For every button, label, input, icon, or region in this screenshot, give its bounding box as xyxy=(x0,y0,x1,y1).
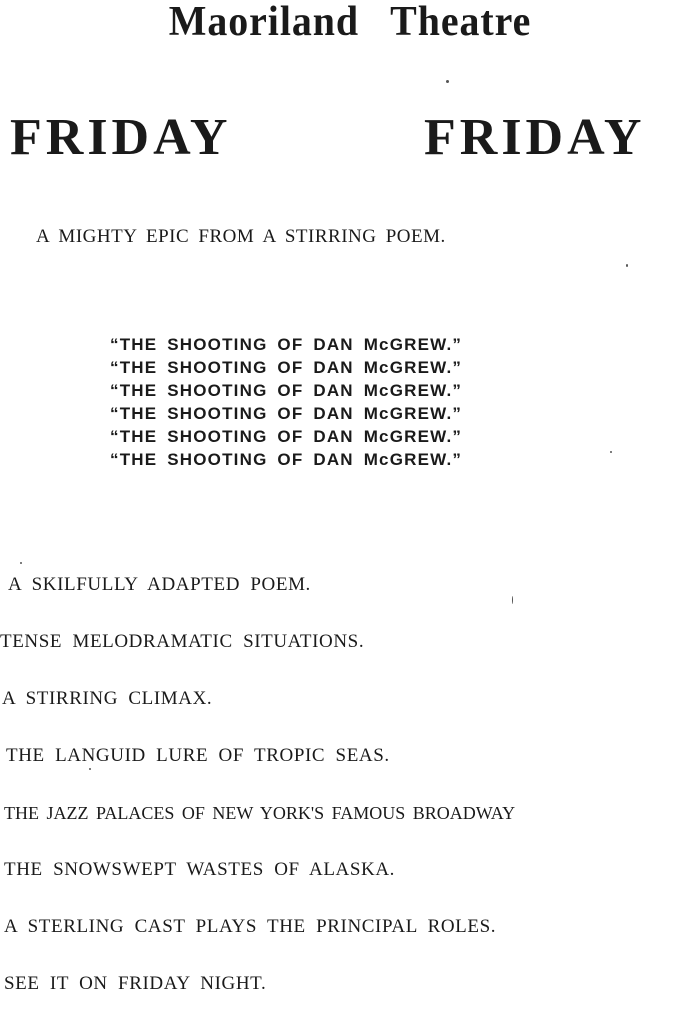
feature-list xyxy=(0,574,515,1030)
feature-line: THE SNOWSWEPT WASTES OF ALASKA. xyxy=(4,859,396,880)
film-title-line: “THE SHOOTING OF DAN McGREW.” xyxy=(110,450,463,469)
feature-line: TENSE MELODRAMATIC SITUATIONS. xyxy=(0,631,365,652)
film-title-line: “THE SHOOTING OF DAN McGREW.” xyxy=(110,335,463,354)
film-title-line: “THE SHOOTING OF DAN McGREW.” xyxy=(110,358,463,377)
feature-line: A STERLING CAST PLAYS THE PRINCIPAL ROLES. xyxy=(4,916,497,937)
film-title-line: “THE SHOOTING OF DAN McGREW.” xyxy=(110,427,463,446)
tagline: A MIGHTY EPIC FROM A STIRRING POEM. xyxy=(36,226,446,247)
day-heading-left: FRIDAY xyxy=(10,109,232,166)
print-speck xyxy=(20,562,22,564)
film-title-line: “THE SHOOTING OF DAN McGREW.” xyxy=(110,381,463,400)
print-speck xyxy=(446,80,449,83)
print-speck xyxy=(512,596,513,604)
feature-line: A STIRRING CLIMAX. xyxy=(2,688,213,709)
film-title-line: “THE SHOOTING OF DAN McGREW.” xyxy=(110,404,463,423)
feature-line: THE JAZZ PALACES OF NEW YORK'S FAMOUS BROADWAY xyxy=(4,803,516,823)
feature-line: SEE IT ON FRIDAY NIGHT. xyxy=(4,973,267,994)
print-speck xyxy=(626,264,628,267)
theatre-name: Maoriland Theatre xyxy=(168,0,532,45)
film-title-block xyxy=(110,333,462,471)
print-speck xyxy=(610,451,612,453)
feature-line: THE LANGUID LURE OF TROPIC SEAS. xyxy=(6,745,390,766)
day-heading-right: FRIDAY xyxy=(424,109,646,166)
feature-line: A SKILFULLY ADAPTED POEM. xyxy=(8,574,311,595)
print-speck xyxy=(89,768,91,770)
